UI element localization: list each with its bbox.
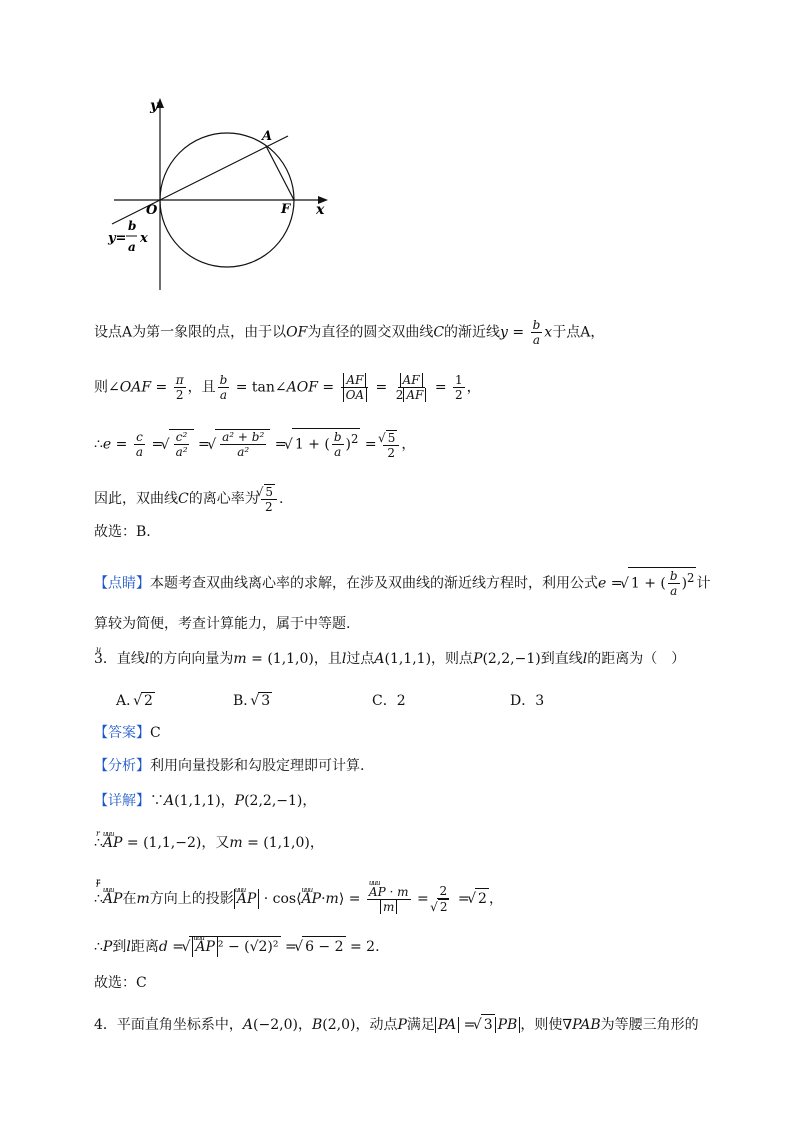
text-span: 的方向向量为 [149,651,234,667]
sqrt-3: √ 3 [481,1014,495,1035]
numerator: b [532,318,541,332]
text-span: ，且 [313,651,342,667]
math-x: x [544,324,553,341]
denominator: a [334,445,342,460]
coordinate: (−2,0) [253,1017,298,1033]
text-span: ，且 [187,379,216,396]
one-plus: 1 + [294,436,325,453]
sqrt-distance [189,936,280,957]
denominator: 2 [387,445,396,460]
fraction-projection: uuu AP · r m r m [367,885,411,914]
text-span: 设点A为第一象限的点，由于以 [94,324,287,341]
option-c[interactable]: C．2 [372,693,406,709]
coefficient: 2 [395,388,404,402]
because-symbol: ∵ [150,793,164,809]
abs-pa: PA [435,1017,459,1033]
asymptote-label-lhs: y= [108,231,127,246]
math-a: A [374,651,385,667]
text-span: ，则使 [520,1017,563,1033]
detail-line-3: ∴uuu AP在r m方向上的投影uuu AP · cos⟨uuu AP·r m⟩ = uuu AP · r m r m = 2 √ 2 = √ 2 ， [94,884,503,914]
text-span: 计 [696,575,711,592]
text-span: 因此，双曲线 [94,491,178,507]
text-span: ， [302,793,317,809]
text-span: ， [488,891,503,907]
denominator: a² [175,445,188,460]
math-p: P [397,1017,407,1033]
therefore-symbol: ∴ [94,891,103,907]
answer-tag: 【答案】 [94,725,150,741]
text-span: 方向上的投影 [149,891,234,907]
numerator: 2 [439,884,448,898]
analysis-line [94,756,364,776]
sqrt-6-minus-2: √ 6 − 2 [302,936,345,957]
text-span: 直线 [116,651,145,667]
coordinate: (2,0) [322,1017,356,1033]
solution-line-4 [94,484,283,514]
vector-value: = (1,1,0) [242,835,310,851]
math-pab: PAB [572,1017,601,1033]
math-e: e [102,436,112,453]
abs-vector-m: r m [380,900,397,914]
text-span: 于点A， [552,324,605,341]
solution-line-2 [94,373,481,402]
point-a-label: A [262,129,273,144]
hyperbola-circle-figure [104,96,340,296]
asymptote-label-var: x [140,231,148,246]
vector-ap: uuu AP [369,885,386,899]
sqrt-2: √ 2 [475,888,489,909]
solution-choice-b: 故选：B. [94,524,151,540]
math-l: l [341,651,347,667]
math-a: A [164,793,175,809]
sqrt-one-plus-b-over-a-squared: √ 1 + ( $\frac{b}{a}$ )$^2$ [628,567,697,598]
vector-m: r m [229,835,242,851]
asymptote-label-den: a [128,240,136,254]
equals: = [147,436,168,453]
math-oaf: OAF [119,379,152,396]
text-span: 在 [122,891,137,907]
coordinate: (2,2,−1) [244,793,303,809]
numerator: b [669,569,678,584]
equals: = [360,436,382,453]
sqrt-5: √ 5 [264,484,275,499]
sqrt-3: √ 3 [258,692,272,709]
option-label: A． [116,693,141,709]
vector-ap: uuu AP [302,889,322,909]
question-3-stem [94,649,685,669]
text-span: 的渐近线 [444,324,501,341]
analysis-tag: 【分析】 [94,758,150,774]
equals: = [167,939,189,955]
answer-value: C [150,725,161,741]
numerator: 1 [455,373,463,387]
equals: = [111,436,132,453]
abs-pb: PB [495,1017,521,1033]
text-span: 本题考查双曲线离心率的求解，在涉及双曲线的渐近线方程时，利用公式 [150,575,598,592]
math-l: l [144,651,150,667]
question-number: 4． [94,1017,117,1033]
math-c: C [433,324,445,341]
fraction-b-over-a [218,373,230,402]
vector-value: = (1,1,−2) [122,835,202,851]
equals: = [606,575,627,592]
sqrt-2: √ 2 [438,899,449,914]
remark-line-2: 算较为简便，考查计算能力，属于中等题. [94,616,351,632]
therefore-symbol: ∴ [94,939,103,955]
detail-tag: 【详解】 [94,793,150,809]
equals: = [317,379,339,396]
text-span: 到直线 [540,651,583,667]
fraction-c-over-a [134,430,145,459]
math-p: P [102,939,113,955]
math-d: d [158,939,168,955]
text-span: 为直径的圆交双曲线 [307,324,434,341]
fraction-one-half [453,373,465,402]
equals: = [344,891,365,907]
text-span: 到 [112,939,127,955]
equals: = [459,1017,480,1033]
abs-oa: OA [343,388,368,402]
solution-choice-c: 故选：C [94,975,147,991]
vector-ap: uuu AP [103,889,123,909]
asymptote-line [112,136,288,224]
one-plus: 1 + [630,575,661,592]
remark-tag: 【点睛】 [94,575,150,592]
fraction-af-over-oa [341,373,370,402]
math-l: l [582,651,588,667]
text-span: 距离 [130,939,159,955]
coordinate: (1,1,1) [384,651,432,667]
abs-af: AF [403,388,426,402]
text-span: ² − (√2)² [217,939,279,955]
denominator: 2 [175,388,184,402]
text-span: ，动点 [355,1017,398,1033]
question-4-stem [94,1014,699,1035]
denominator: a² [237,445,250,460]
vector-value: = (1,1,0) [246,651,314,667]
denominator: 2 [455,388,463,402]
exponent: 2 [350,432,359,446]
point-f-label: F [281,202,291,217]
tan-text: = tan∠ [231,379,287,396]
abs-af: AF [400,373,423,387]
vector-m: u m [233,651,246,667]
numerator: c [136,430,143,445]
sqrt-2: √ 2 [141,692,155,709]
numerator: √ c² [175,430,188,445]
abs-vector-ap: uuu AP [234,889,260,909]
text-span: ， [401,436,416,453]
therefore-symbol: ∴ [94,835,103,851]
equals: = [453,891,475,907]
numerator: b [333,430,342,445]
cos-text: · cos [259,891,297,907]
detail-line-1 [94,791,316,811]
sqrt-a2b2-over-a2 [215,429,270,459]
abs-vector-ap: uuu AP [192,937,218,957]
text-span: ，又 [201,835,230,851]
math-aof: AOF [286,379,318,396]
answer-line [94,723,161,743]
equals: = [430,379,452,396]
equals: = [412,891,434,907]
text-span: ， [220,793,235,809]
sqrt-5: √ 5 [386,430,397,445]
coordinate: (2,2,−1) [482,651,541,667]
analysis-text: 利用向量投影和勾股定理即可计算. [150,758,365,774]
math-e: e [598,575,607,592]
vector-ap: uuu AP [103,833,123,853]
sqrt-c2-over-a2 [169,429,194,459]
text-span: 为等腰三角形的 [600,1017,699,1033]
text-span: 的离心率为 [188,491,259,507]
text-span: 满足 [406,1017,435,1033]
text-span: ， [309,835,324,851]
denominator: a [219,388,227,402]
fraction-sqrt5-over-2 [261,484,277,514]
equals: = [270,436,291,453]
vector-m: r m [397,885,408,899]
equals: = [507,324,529,341]
asymptote-label-num: b [128,219,137,233]
fraction-sqrt5-over-2 [383,430,399,460]
y-axis-label: y [150,98,159,114]
x-axis-label: x [316,202,325,218]
math-b: B [311,1017,323,1033]
math-p: P [234,793,245,809]
fraction-2-over-sqrt2 [435,884,451,914]
text-span: ， [297,1017,312,1033]
text-span: . [279,491,284,507]
detail-line-4 [94,936,380,957]
detail-line-2 [94,833,324,853]
vector-m: r m [326,891,339,907]
solution-line-1 [94,318,604,347]
numerator: π [175,373,184,387]
numerator: b [219,373,228,387]
therefore-symbol: ∴ [94,436,103,453]
equals: = [193,436,215,453]
text-span: . [375,939,380,955]
triangle-symbol: ∇ [562,1017,573,1033]
coordinate: (1,1,1) [174,793,221,809]
numerator: √ a² + b² [222,430,265,445]
equals: = 2 [345,939,376,955]
text-span: 平面直角坐标系中， [116,1017,243,1033]
text-span: 过点 [346,651,375,667]
equals: = [371,379,392,396]
denominator: a [532,333,541,347]
option-a[interactable] [116,690,155,710]
math-l: l [126,939,131,955]
sqrt-one-plus-b-over-a-squared: √ 1 + ( $\frac{b}{a}$ )$^2$ [292,428,361,459]
text-span: 则∠ [94,379,120,396]
denominator: 2 [265,500,273,514]
math-p: P [473,651,483,667]
math-a: A [242,1017,254,1033]
text-span: ， [466,379,481,396]
remark-line-1 [94,567,710,598]
solution-line-3 [94,428,415,460]
equals: = [280,939,302,955]
fraction-af-over-2af [394,373,429,402]
fraction-pi-over-2 [174,373,186,402]
fraction-b-over-a [531,318,543,347]
vector-m: r m [136,891,149,907]
exponent: 2 [687,571,695,585]
math-y: y [500,324,508,341]
text-span: ，则点 [431,651,474,667]
math-c: C [178,491,189,507]
denominator: a [670,584,678,599]
abs-af: AF [343,373,366,387]
option-label: B． [233,693,258,709]
text-span: 的距离为（ ） [587,651,686,667]
point-o-label: O [146,203,158,218]
equals: = [151,379,172,396]
denominator: a [135,445,144,460]
segment-af [266,146,294,200]
option-b[interactable] [233,690,272,710]
question-number: 3． [94,651,117,667]
math-of: OF [286,324,308,341]
option-d[interactable]: D．3 [510,693,545,709]
